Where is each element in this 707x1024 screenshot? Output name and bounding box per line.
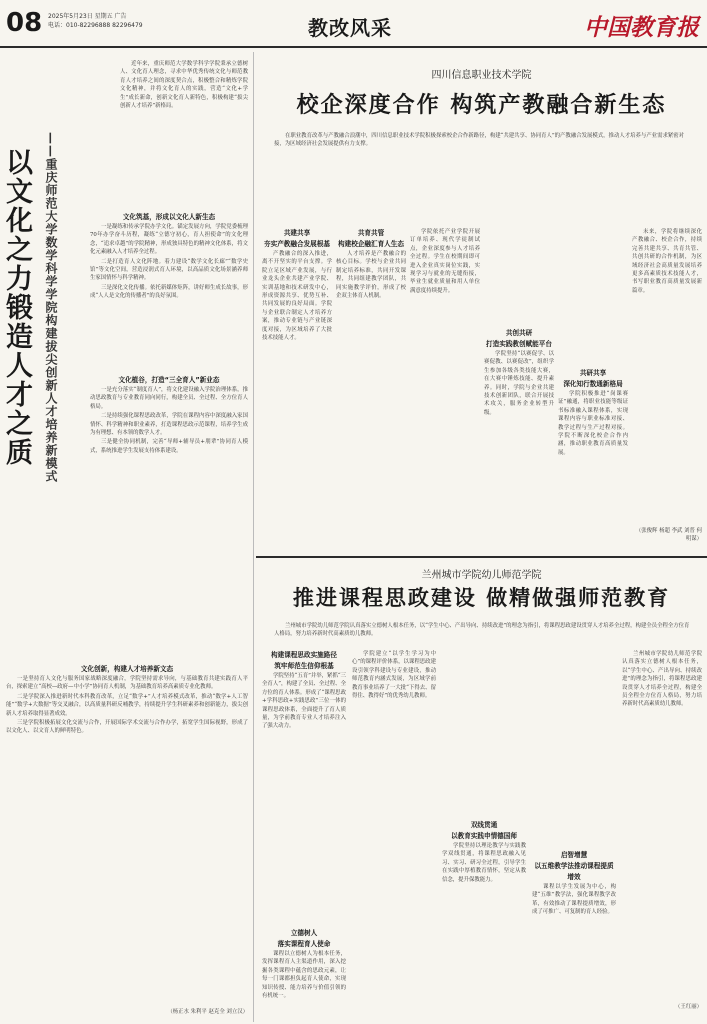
column-body: 人才培养是产教融合的核心目标。学校与企业共同制定培养标准，共同开发课程，共同组建教学团队，共同实施教学评价，形成了校企双主体育人机制。 xyxy=(336,251,406,300)
top-article-lead: 在职业教育改革与产教融合浪潮中，四川信息职业技术学院积极探索校企合作新路径，构建“共建共享、协同育人”的产教融合发展模式，推动人才培养与产业需求紧密对接，为区域经济社会发展提供有力支撑。 xyxy=(274,133,685,148)
column-heading: 双线贯通 以教育实践申情德国师 xyxy=(451,821,517,840)
column-heading: 共研共享 深化知行数通新格局 xyxy=(563,369,623,388)
column-body: 学院坚持以理论教学与实践教学双线贯通，将课程思政融入见习、实习、研习全过程，引导学生在实践中厚植教育情怀，坚定从教信念，提升保教能力。 xyxy=(442,843,526,883)
section-heading: 文化筑基，形成以文化人新生态 xyxy=(122,213,216,221)
left-article xyxy=(0,52,252,1024)
section-body xyxy=(90,223,248,371)
masthead-info xyxy=(48,12,143,30)
bottom-article-kicker: 兰州城市学院幼儿师范学院 xyxy=(421,570,542,581)
top-article-column xyxy=(336,228,406,546)
column-body: 学院坚持“五育”并举，紧抓“三全育人”，构建了全员、全过程、全方位的育人体系。形成了“课程思政+学科思政+实践思政”三位一体的课程思政体系，全面提升了育人质量，为学前教育专业人才培养注入了强大动力。 xyxy=(262,673,346,730)
left-article-wide-column xyxy=(6,664,248,1024)
bottom-article-column xyxy=(622,650,702,1022)
byline: （张俊辉 杨超 李武 刘普 何明谋） xyxy=(635,528,702,542)
page-number: 08 xyxy=(6,8,43,38)
top-article-column xyxy=(484,228,554,546)
paragraph: 一是凝练和传承学院办学文化。锚定发展方向，学院党委梳理70年办学奋斗历程，凝练“立德守初心，育人担使命”的文化理念，“追求卓越”的学院精神，形成独具特色的精神文化体系，将文化元素融入人才培养全过程。 xyxy=(90,224,248,256)
column-divider xyxy=(253,52,254,1022)
column-body: 学院依托产业学院开展订单培养、现代学徒制试点，企业深度参与人才培养全过程。学生在校期间即可进入企业真实岗位实践，实现学习与就业的无缝衔接，毕业生就业质量和用人单位满意度持续提升。 xyxy=(410,229,480,294)
column-body: 课程以立德树人为根本任务，发挥课程育人主渠道作用，深入挖掘各类课程中蕴含的思政元素，让每一门课都担负起育人使命，实现知识传授、能力培养与价值引领的有机统一。 xyxy=(262,951,346,1000)
column-body: 学院积极推进“岗课赛证”融通，将职业技能等级证书标准融入课程体系，实现课程内容与职业标准对接、教学过程与生产过程对接。学院不断深化校企合作内涵，推动职业教育高质量发展。 xyxy=(558,391,628,456)
intro-paragraph: 近年来，重庆师范大学数学科学学院秉承立德树人、文化育人理念，寻求中华优秀传统文化与师范教育人才培养之间的深度契合点，积极整合和精炼学院文化精神，并将文化育人的实践，营造“文化+学生”成长新命，创新文化育人新特色，积极构建“拔尖创新人才培养”新格局。 xyxy=(120,61,248,110)
bottom-article-column xyxy=(352,650,436,1022)
byline: （杨正水 朱利平 赵克全 刘立汉） xyxy=(167,1009,248,1015)
phone-line: 电话：010-82296888 82296479 xyxy=(48,22,143,29)
bottom-article-column xyxy=(262,650,346,1022)
column-heading: 立德树人 落实课程育人使命 xyxy=(277,929,331,948)
date-line: 2025年5月23日 星期五 广告 xyxy=(48,13,127,20)
paragraph: 二是持续强化课程思政改革，学院在课程内容中深度融入家国情怀、科学精神和职业素养，打造课程思政示范课程，培养学生成为有理想、有本领的数学人才。 xyxy=(90,413,248,437)
paragraph: 二是学院深入推进新时代本科教育改革，立足“数学+”人才培养模式改革，推动“数学+人工智能”“数学+大数据”等交叉融合，以高质量科研反哺教学，持续提升学生科研素养和创新能力，拔尖创新人才培养取得显著成效。 xyxy=(6,693,248,717)
column-heading: 共建共享 夯实产教融合发展根基 xyxy=(264,229,330,248)
column-heading: 共创共研 打造实践教创赋能平台 xyxy=(486,329,552,348)
left-article-body-column xyxy=(90,212,248,692)
section-title: 教改风采 xyxy=(308,16,392,40)
column-body: 学院坚持“以赛促学、以赛促教、以赛促改”，组织学生参加各级各类技能大赛，在大赛中锤炼技能、提升素养。同时，学院与企业共建技术创新团队，联合开展技术攻关，服务企业转型升级。 xyxy=(484,351,554,416)
top-article-column xyxy=(558,228,628,546)
section-heading: 文化植谷，打造“三全育人”新业态 xyxy=(118,376,220,384)
paragraph: 三是深化文化传播。依托新媒体矩阵，讲好师生成长故事，形成“人人是文化的传播者”的良好氛围。 xyxy=(90,284,248,300)
section-body xyxy=(6,675,248,1005)
bottom-article-lead: 兰州城市学院幼儿师范学院认真落实立德树人根本任务，以“学生中心、产出导向、持续改进”的理念为指引，将课程思政建设贯穿人才培养全过程，构建全员全程全方位育人格局，努力培养新时代高素质幼儿教师。 xyxy=(274,623,690,638)
left-article-subtitle: ——重庆师范大学数学科学学院构建拔尖创新人才培养新模式 xyxy=(44,132,58,483)
top-article-column xyxy=(410,228,480,546)
section-heading: 文化创新，构建人才培养新文态 xyxy=(80,665,174,673)
byline: （王红丽） xyxy=(675,1004,702,1010)
paragraph: 三是学院积极拓展文化交流与合作，开展国际学术交流与合作办学，拓宽学生国际视野，形成了以文化人、以文育人的鲜明特色。 xyxy=(6,720,248,735)
top-article-headline: 校企深度合作 构筑产教融合新生态 xyxy=(296,93,667,118)
top-article-kicker: 四川信息职业技术学院 xyxy=(431,70,532,81)
column-heading: 构建课程思政实施路径 筑牢师范生信仰根基 xyxy=(271,651,337,670)
column-body: 未来，学院将继续深化产教融合、校企合作，持续完善共建共享、共育共管、共创共研的合作机制，为区域经济社会高质量发展培养更多高素质技术技能人才，书写职业教育高质量发展新篇章。 xyxy=(632,229,702,294)
section-body xyxy=(90,386,248,536)
bottom-article xyxy=(256,556,707,1024)
top-article xyxy=(256,52,707,547)
top-article-column xyxy=(262,228,332,546)
column-body: 学院建立“以学生学习为中心”的课程评价体系，以课程思政建设引领学科建设与专业建设，推动师范教育内涵式发展，为区域学前教育事业培养了一大批“下得去、留得住、教得好”的优秀幼儿教师。 xyxy=(352,651,436,700)
masthead xyxy=(0,0,707,48)
column-heading: 共育共管 构建校企融汇育人生态 xyxy=(338,229,404,248)
column-heading: 启智增慧 以五维教学法推动课程提质增效 xyxy=(534,851,614,881)
paragraph: 一是坚持育人文化与服务国家战略深度融合，学院坚持需求导向，与基础教育共建实践育人平台，探索建立“高校—政府—中小学”协同育人机制，为基础教育培养高素质专业化教师。 xyxy=(6,676,248,691)
newspaper-logo: 中国教育报 xyxy=(584,14,699,41)
column-body: 课程以学生发展为中心，构建“五维”教学法，强化课程教学改革，有效推动了课程提质增效，形成了可推广、可复制的育人经验。 xyxy=(532,884,616,916)
bottom-article-headline: 推进课程思政建设 做精做强师范教育 xyxy=(292,586,671,610)
left-article-intro xyxy=(120,60,248,210)
paragraph: 一是充分落实“制度育人”，将文化建设融入学院治理体系，推动思政教育与专业教育同向同行，构建全员、全过程、全方位育人格局。 xyxy=(90,387,248,410)
column-body: 兰州城市学院幼儿师范学院认真落实立德树人根本任务，以“学生中心、产出导向、持续改进”的理念为指引，将课程思政建设贯穿人才培养全过程，构建全员全程全方位育人格局，努力培养新时代高素质幼儿教师。 xyxy=(622,651,702,708)
top-article-column xyxy=(632,228,702,546)
paragraph: 三是健全协同机制，完善“导师+辅导员+朋辈”协同育人模式，系统推进学生发展支持体系建设。 xyxy=(90,439,248,454)
left-article-title: 以文化之力锻造人才之质 xyxy=(1,148,32,467)
bottom-article-column xyxy=(532,650,616,1022)
column-body: 产教融合的深入推进，离不开坚实的平台支撑。学院立足区域产业发展，与行业龙头企业共建产业学院、实训基地和技术研发中心，形成资源共享、优势互补、共同发展的良好局面。学院与企业联合制定人才培养方案，推动专业链与产业链深度对接，为区域培养了大批技术技能人才。 xyxy=(262,251,332,342)
bottom-article-column xyxy=(442,650,526,1022)
paragraph: 二是打造育人文化阵地。着力建设“数学文化长廊”“数学史馆”等文化空间，营造浸润式育人环境，以高品质文化场景涵养师生家国情怀与科学精神。 xyxy=(90,258,248,282)
